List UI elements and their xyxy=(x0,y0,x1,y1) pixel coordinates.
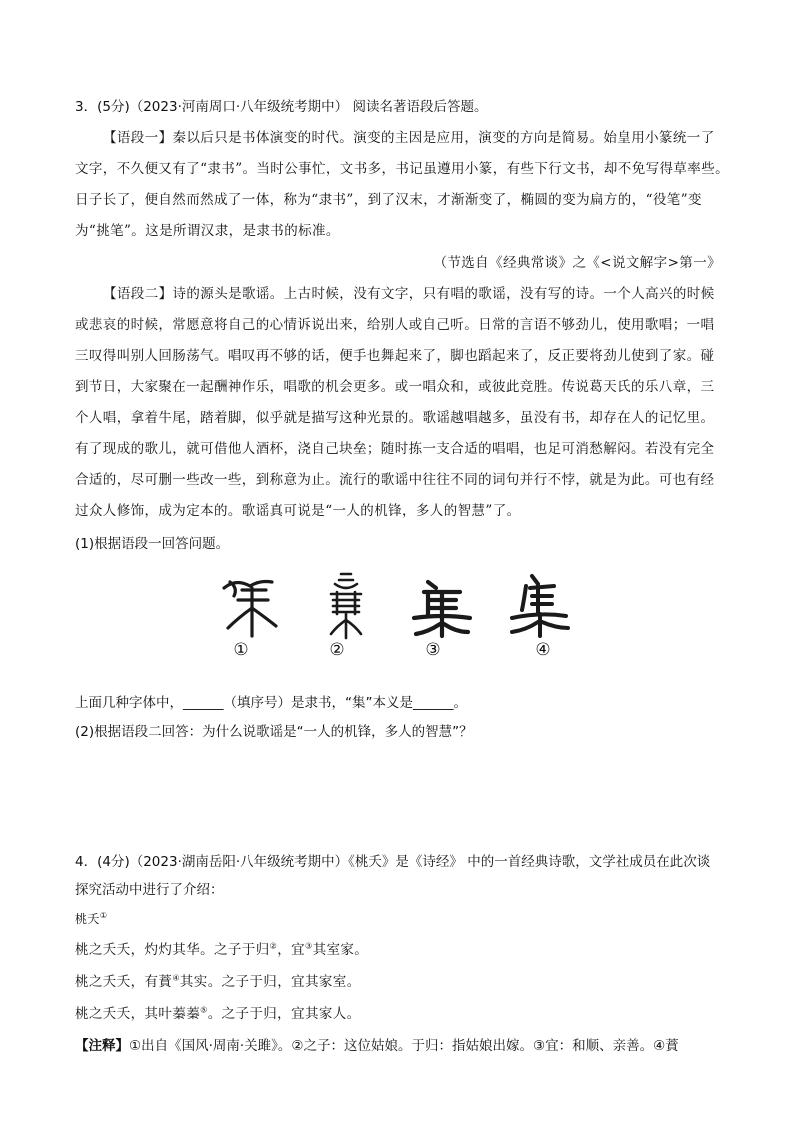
seg2-line: 或悲哀的时候，常愿意将自己的心情诉说出来，给别人或自己听。日常的言语不够劲儿，使用歌唱；一唱 xyxy=(75,317,715,333)
poem-text: 桃之夭夭，灼灼其华。之子于归 xyxy=(75,942,270,958)
poem-line xyxy=(75,1004,721,1024)
poem-note: ② xyxy=(269,941,278,951)
notes-text: ①出自《国风·周南·关雎》。②之子：这位姑娘。于归：指姑娘出嫁。③宜：和顺、亲善。④蕡 xyxy=(129,1038,679,1054)
poem-note: ⑤ xyxy=(200,1005,208,1015)
seg1-line: 【语段一】秦以后只是书体演变的时代。演变的主因是应用，演变的方向是简易。始皇用小篆统一了 xyxy=(103,130,715,146)
seg1-line: 为“挑笔”。这是所谓汉隶，是隶书的标准。 xyxy=(75,223,340,239)
poem-text: 其实。之子于归，宜其家室。 xyxy=(179,974,361,990)
poem-title-text: 桃夭 xyxy=(75,912,100,926)
q4-header: 4．(4分)（2023·湖南岳阳·八年级统考期中）《桃夭》是《诗经》 中的一首经典诗歌，文学社成员在此次谈 xyxy=(75,854,711,870)
poem-text: 桃之夭夭，有蕡 xyxy=(75,974,173,990)
poem-title-note: ① xyxy=(99,911,108,920)
poem-text: 其室家。 xyxy=(312,942,369,958)
glyph-marker: ③ xyxy=(425,640,441,660)
glyph-marker: ① xyxy=(233,640,249,660)
seg1-source: （节选自《经典常谈》之《<说文解字>第一》 xyxy=(433,255,721,271)
poem-note: ④ xyxy=(172,973,180,983)
seg2-line: 到节日，大家聚在一起酬神作乐，唱歌的机会更多。或一唱众和，或彼此竞胜。传说葛天氏的乐八章，三 xyxy=(75,379,715,395)
seg2-line: 三叹得叫别人回肠荡气。唱叹再不够的话，便手也舞起来了，脚也蹈起来了，反正要将劲儿使到了家。碰 xyxy=(75,348,715,364)
q4-header: 探究活动中进行了介绍： xyxy=(75,882,224,898)
clerical-script-glyph-image xyxy=(406,570,476,640)
bronze-script-glyph-image xyxy=(311,570,381,640)
poem-line xyxy=(75,940,721,960)
poem-text: 桃之夭夭，其叶蓁蓁 xyxy=(75,1006,201,1022)
calligraphy-glyphs xyxy=(216,570,586,640)
q3-sub1-question: 上面几种字体中，______（填序号）是隶书，“集”本义是______。 xyxy=(75,695,467,711)
poem-title xyxy=(75,909,721,929)
running-script-glyph-image xyxy=(504,570,574,640)
seg2-line: 【语段二】诗的源头是歌谣。上古时候，没有文字，只有唱的歌谣，没有写的诗。一个人高兴的时候 xyxy=(103,286,715,302)
poem-text: ，宜 xyxy=(277,942,305,958)
notes-line xyxy=(75,1036,721,1056)
glyph-marker: ② xyxy=(329,640,345,660)
glyph-markers xyxy=(0,640,794,670)
seg2-line: 过众人修饰，成为定本的。歌谣真可说是“一人的机锋，多人的智慧”了。 xyxy=(75,503,521,519)
notes-label: 【注释】 xyxy=(75,1038,129,1054)
q3-sub1: (1)根据语段一回答问题。 xyxy=(75,536,230,552)
q3-header: 3．(5分)（2023·河南周口·八年级统考期中） 阅读名著语段后答题。 xyxy=(75,99,488,115)
seg2-line: 个人唱，拿着牛尾，踏着脚，似乎就是描写这种光景的。歌谣越唱越多，虽没有书，却存在人的记忆里。 xyxy=(75,410,715,426)
seg1-line: 文字，不久便又有了“隶书”。当时公事忙，文书多，书记虽遵用小篆，有些下行文书，却不免写得草率些。 xyxy=(75,161,730,177)
seg1-line: 日子长了，便自然而然成了一体，称为“隶书”，到了汉末，才渐渐变了，椭圆的变为扁方的，“役笔”变 xyxy=(75,192,702,208)
glyph-marker: ④ xyxy=(535,640,551,660)
seal-script-glyph-image xyxy=(216,570,286,640)
poem-note: ③ xyxy=(305,941,313,951)
poem-text: 。之子于归，宜其家人。 xyxy=(207,1006,361,1022)
seg2-line: 有了现成的歌儿，就可借他人酒杯，浇自己块垒；随时拣一支合适的唱唱，也足可消愁解闷。若没有完全 xyxy=(75,441,715,457)
poem-line xyxy=(75,972,721,992)
q3-sub2: (2)根据语段二回答：为什么说歌谣是“一人的机锋，多人的智慧”？ xyxy=(75,724,473,740)
seg2-line: 合适的，尽可删一些改一些，到称意为止。流行的歌谣中往往不同的词句并行不悖，就是为此。可也有经 xyxy=(75,472,715,488)
